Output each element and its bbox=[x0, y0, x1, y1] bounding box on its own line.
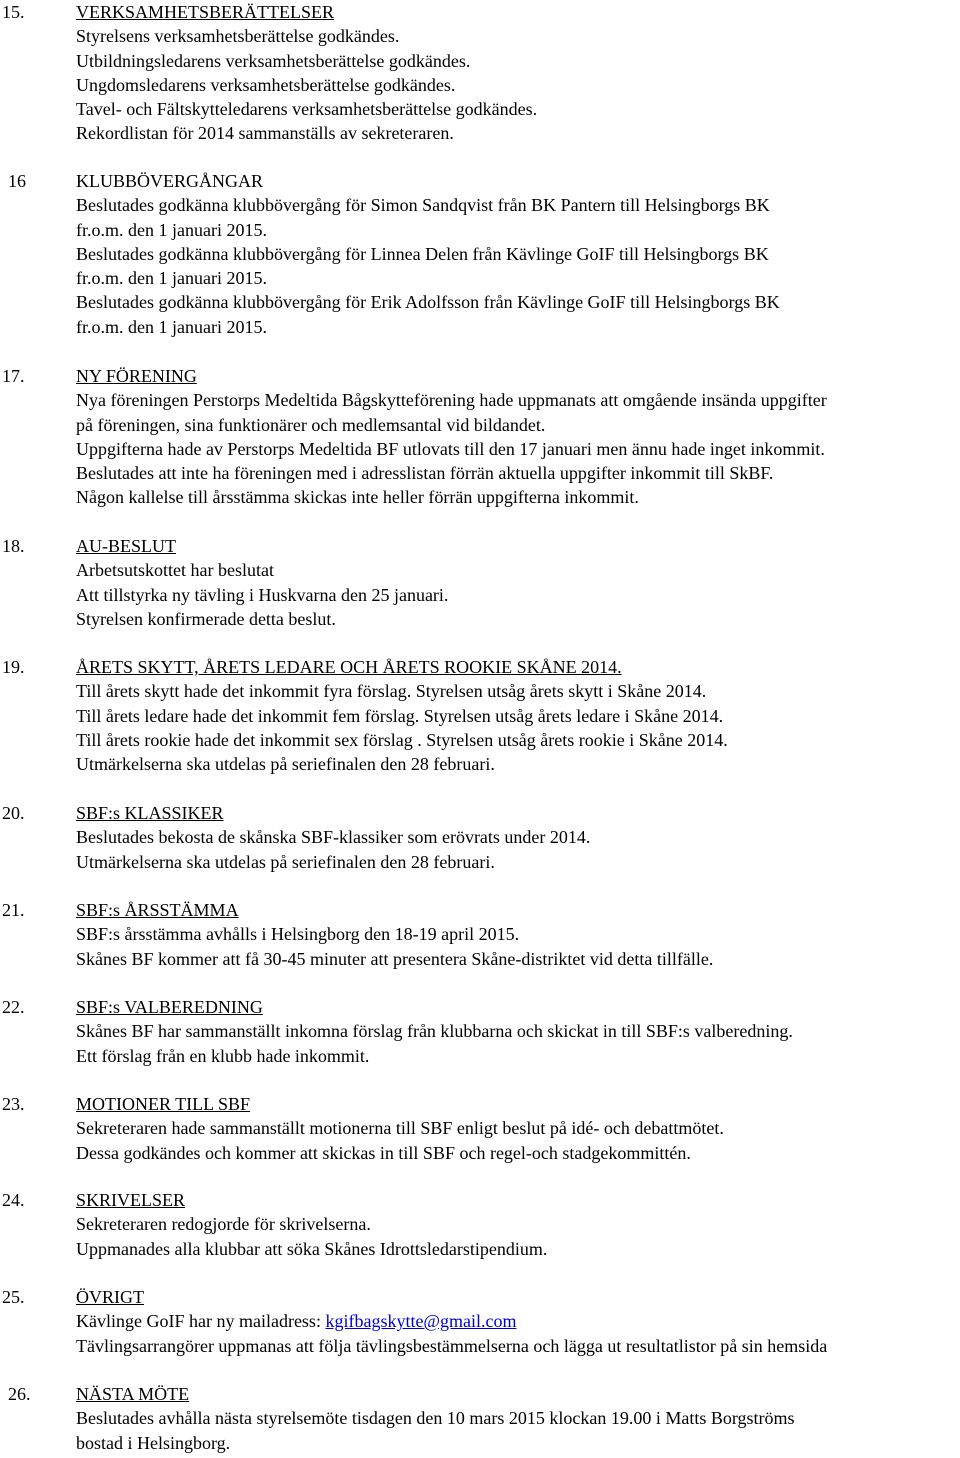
section-title: NY FÖRENING bbox=[76, 366, 197, 386]
section-line: Dessa godkändes och kommer att skickas in till SBF och regel-och stadgekommittén. bbox=[76, 1142, 691, 1163]
section-line: fr.o.m. den 1 januari 2015. bbox=[76, 268, 267, 289]
section-number: 24. bbox=[2, 1190, 25, 1210]
section-number: 20. bbox=[2, 803, 25, 823]
email-link[interactable]: kgifbagskytte@gmail.com bbox=[325, 1311, 517, 1332]
section-number: 25. bbox=[2, 1287, 25, 1307]
section-line: Utmärkelserna ska utdelas på seriefinalen den 28 februari. bbox=[76, 754, 495, 775]
section-number: 19. bbox=[2, 657, 25, 677]
section-line: Ett förslag från en klubb hade inkommit. bbox=[76, 1045, 370, 1066]
section-number: 22. bbox=[2, 997, 25, 1017]
section-number: 21. bbox=[2, 900, 25, 920]
section-line: på föreningen, sina funktionärer och medlemsantal vid bildandet. bbox=[76, 414, 546, 435]
section-line: Att tillstyrka ny tävling i Huskvarna den 25 januari. bbox=[76, 584, 449, 605]
section-line: Utbildningsledarens verksamhetsberättelse godkändes. bbox=[76, 50, 471, 71]
section-title: KLUBBÖVERGÅNGAR bbox=[76, 171, 264, 191]
section-line: Nya föreningen Perstorps Medeltida Bågskytteförening hade uppmanats att omgående insända uppgifter bbox=[76, 390, 827, 411]
section-number: 23. bbox=[2, 1094, 25, 1114]
section-title: ÖVRIGT bbox=[76, 1287, 144, 1307]
section-line: Beslutades bekosta de skånska SBF-klassiker som erövrats under 2014. bbox=[76, 827, 591, 848]
section-line: fr.o.m. den 1 januari 2015. bbox=[76, 316, 267, 337]
section-title: NÄSTA MÖTE bbox=[76, 1384, 190, 1404]
section-title: AU-BESLUT bbox=[76, 536, 176, 556]
section-line: Beslutades avhålla nästa styrelsemöte tisdagen den 10 mars 2015 klockan 19.00 i Matts Borgströms bbox=[76, 1408, 795, 1429]
section-line: fr.o.m. den 1 januari 2015. bbox=[76, 219, 267, 240]
section-line: Skånes BF kommer att få 30-45 minuter att presentera Skåne-distriktet vid detta tillfälle. bbox=[76, 948, 714, 969]
section-line: SBF:s årsstämma avhålls i Helsingborg den 18-19 april 2015. bbox=[76, 924, 520, 945]
section-line: Beslutades godkänna klubbövergång för Simon Sandqvist från BK Pantern till Helsingborgs BK bbox=[76, 195, 770, 216]
section-number: 26. bbox=[8, 1384, 31, 1404]
section-line: Uppgifterna hade av Perstorps Medeltida BF utlovats till den 17 januari men ännu hade inget inkommit. bbox=[76, 438, 825, 459]
section-line bbox=[76, 1309, 960, 1333]
section-number: 18. bbox=[2, 536, 25, 556]
section-line: Beslutades godkänna klubbövergång för Erik Adolfsson från Kävlinge GoIF till Helsingborgs BK bbox=[76, 292, 780, 313]
section-line: bostad i Helsingborg. bbox=[76, 1432, 231, 1453]
section-number: 17. bbox=[2, 366, 25, 386]
section-title: SBF:s VALBEREDNING bbox=[76, 997, 263, 1017]
section-number: 16 bbox=[8, 171, 26, 191]
section-line: Styrelsen konfirmerade detta beslut. bbox=[76, 608, 336, 629]
section-title: VERKSAMHETSBERÄTTELSER bbox=[76, 2, 335, 22]
section-line: Beslutades godkänna klubbövergång för Linnea Delen från Kävlinge GoIF till Helsingborgs BK bbox=[76, 243, 769, 264]
section-line: Arbetsutskottet har beslutat bbox=[76, 560, 274, 581]
section-line: Styrelsens verksamhetsberättelse godkändes. bbox=[76, 26, 400, 47]
section-title: SBF:s ÅRSSTÄMMA bbox=[76, 900, 239, 920]
section-number: 15. bbox=[2, 2, 25, 22]
section-line: Utmärkelserna ska utdelas på seriefinalen den 28 februari. bbox=[76, 851, 495, 872]
section-line: Någon kallelse till årsstämma skickas inte heller förrän uppgifterna inkommit. bbox=[76, 487, 639, 508]
section-title: SKRIVELSER bbox=[76, 1190, 186, 1210]
section-line: Till årets rookie hade det inkommit sex förslag . Styrelsen utsåg årets rookie i Skåne 2014. bbox=[76, 729, 728, 750]
section-line: Sekreteraren redogjorde för skrivelserna. bbox=[76, 1214, 371, 1235]
section-title: ÅRETS SKYTT, ÅRETS LEDARE OCH ÅRETS ROOKIE SKÅNE 2014. bbox=[76, 657, 622, 677]
section-line: Beslutades att inte ha föreningen med i adresslistan förrän aktuella uppgifter inkommit till SkBF. bbox=[76, 463, 774, 484]
section-line: Rekordlistan för 2014 sammanställs av sekreteraren. bbox=[76, 123, 454, 144]
section-line: Uppmanades alla klubbar att söka Skånes Idrottsledarstipendium. bbox=[76, 1238, 548, 1259]
section-line: Skånes BF har sammanställt inkomna förslag från klubbarna och skickat in till SBF:s valberedning. bbox=[76, 1021, 793, 1042]
section-title: SBF:s KLASSIKER bbox=[76, 803, 224, 823]
section-line: Tavel- och Fältskytteledarens verksamhetsberättelse godkändes. bbox=[76, 99, 538, 120]
section-line: Sekreteraren hade sammanställt motionerna till SBF enligt beslut på idé- och debattmötet. bbox=[76, 1118, 724, 1139]
section-line: Ungdomsledarens verksamhetsberättelse godkändes. bbox=[76, 74, 456, 95]
section-line: Tävlingsarrangörer uppmanas att följa tävlingsbestämmelserna och lägga ut resultatlistor på sin hemsida bbox=[76, 1335, 828, 1356]
mail-text: Kävlinge GoIF har ny mailadress: bbox=[76, 1311, 326, 1332]
section-line: Till årets ledare hade det inkommit fem förslag. Styrelsen utsåg årets ledare i Skåne 2014. bbox=[76, 705, 724, 726]
section-title: MOTIONER TILL SBF bbox=[76, 1094, 251, 1114]
section-line: Till årets skytt hade det inkommit fyra förslag. Styrelsen utsåg årets skytt i Skåne 2014. bbox=[76, 681, 707, 702]
